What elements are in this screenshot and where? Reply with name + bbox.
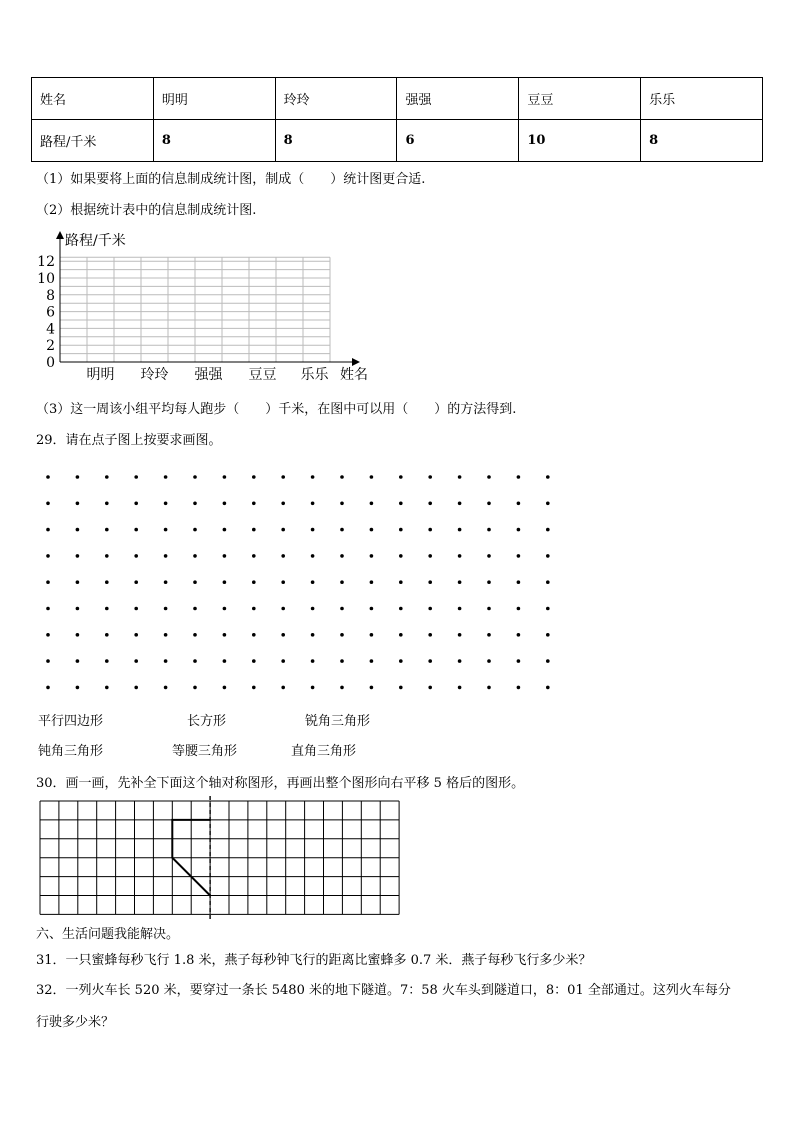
table-cell: 8 — [641, 120, 763, 162]
grid-dot — [76, 554, 80, 558]
grid-dot — [546, 554, 550, 558]
grid-dot — [164, 580, 168, 584]
shape-label: 等腰三角形 — [172, 744, 238, 759]
grid-dot — [487, 686, 491, 690]
grid-dot — [281, 528, 285, 532]
grid-dot — [281, 659, 285, 663]
grid-dot — [105, 686, 109, 690]
grid-dot — [458, 554, 462, 558]
table-cell: 路程/千米 — [32, 120, 154, 162]
grid-dot — [546, 502, 550, 506]
grid-dot — [487, 659, 491, 663]
grid-dot — [281, 502, 285, 506]
grid-dot — [223, 528, 227, 532]
grid-dot — [164, 502, 168, 506]
grid-dot — [105, 580, 109, 584]
grid-dot — [193, 528, 197, 532]
grid-dot — [76, 659, 80, 663]
question-28-2: （2）根据统计表中的信息制成统计图. — [36, 203, 257, 218]
y-tick-label: 8 — [46, 287, 55, 304]
x-tick-label: 玲玲 — [140, 367, 169, 383]
y-tick-label: 4 — [46, 321, 55, 338]
question-29: 29．请在点子图上按要求画图。 — [36, 433, 222, 448]
grid-dot — [340, 554, 344, 558]
grid-dot — [46, 686, 50, 690]
grid-dot — [252, 686, 256, 690]
y-tick-label: 10 — [37, 271, 55, 287]
y-axis-label: 路程/千米 — [65, 233, 126, 249]
grid-dot — [370, 659, 374, 663]
grid-dot — [281, 686, 285, 690]
grid-dot — [399, 659, 403, 663]
grid-dot — [252, 580, 256, 584]
grid-dot — [105, 659, 109, 663]
grid-dot — [223, 686, 227, 690]
grid-dot — [311, 554, 315, 558]
grid-dot — [46, 580, 50, 584]
question-28-1: （1）如果要将上面的信息制成统计图，制成（ ）统计图更合适. — [36, 172, 426, 187]
grid-dot — [517, 607, 521, 611]
question-30: 30．画一画，先补全下面这个轴对称图形，再画出整个图形向右平移 5 格后的图形。 — [36, 776, 525, 791]
grid-dot — [76, 633, 80, 637]
grid-dot — [164, 659, 168, 663]
shape-label: 锐角三角形 — [305, 714, 371, 729]
table-cell: 明明 — [153, 78, 275, 120]
grid-dot — [546, 633, 550, 637]
grid-dot — [164, 607, 168, 611]
grid-dot — [428, 633, 432, 637]
y-axis-arrow — [56, 231, 64, 239]
grid-dot — [399, 502, 403, 506]
grid-dot — [340, 580, 344, 584]
grid-dot — [164, 633, 168, 637]
y-tick-label: 6 — [46, 304, 55, 321]
grid-dot — [546, 528, 550, 532]
grid-dot — [487, 502, 491, 506]
grid-dot — [458, 633, 462, 637]
grid-dot — [428, 528, 432, 532]
grid-dot — [223, 580, 227, 584]
grid-dot — [311, 475, 315, 479]
grid-dot — [46, 607, 50, 611]
grid-dot — [311, 580, 315, 584]
grid-dot — [517, 554, 521, 558]
bar-chart-grid — [30, 225, 410, 385]
grid-dot — [134, 633, 138, 637]
grid-dot — [311, 502, 315, 506]
grid-dot — [428, 580, 432, 584]
grid-dot — [76, 475, 80, 479]
question-28-3: （3）这一周该小组平均每人跑步（ ）千米，在图中可以用（ ）的方法得到. — [36, 402, 517, 417]
grid-dot — [487, 580, 491, 584]
grid-dot — [546, 686, 550, 690]
grid-dot — [370, 607, 374, 611]
grid-dot — [76, 528, 80, 532]
shape-label: 钝角三角形 — [38, 744, 104, 759]
grid-dot — [487, 633, 491, 637]
grid-dot — [281, 554, 285, 558]
grid-dot — [487, 528, 491, 532]
grid-dot — [340, 633, 344, 637]
grid-dot — [134, 528, 138, 532]
grid-dot — [340, 607, 344, 611]
grid-dot — [46, 528, 50, 532]
grid-dot — [428, 659, 432, 663]
grid-dot — [193, 607, 197, 611]
x-tick-label: 乐乐 — [300, 367, 329, 383]
shape-label: 长方形 — [187, 714, 227, 729]
y-tick-label: 12 — [37, 254, 55, 271]
grid-dot — [428, 686, 432, 690]
grid-dot — [458, 686, 462, 690]
grid-dot — [223, 554, 227, 558]
grid-dot — [134, 554, 138, 558]
grid-dot — [517, 502, 521, 506]
grid-dot — [134, 607, 138, 611]
grid-dot — [517, 475, 521, 479]
x-axis-label: 姓名 — [340, 367, 368, 383]
x-tick-label: 豆豆 — [248, 367, 277, 383]
grid-dot — [223, 633, 227, 637]
grid-dot — [193, 580, 197, 584]
x-axis-arrow — [352, 358, 360, 366]
grid-dot — [134, 502, 138, 506]
grid-dot — [458, 659, 462, 663]
table-cell: 豆豆 — [519, 78, 641, 120]
grid-dot — [76, 502, 80, 506]
grid-dot — [76, 686, 80, 690]
grid-dot — [46, 659, 50, 663]
grid-dot — [399, 554, 403, 558]
grid-dot — [428, 475, 432, 479]
grid-dot — [399, 607, 403, 611]
grid-dot — [399, 633, 403, 637]
grid-dot — [458, 502, 462, 506]
grid-dot — [193, 475, 197, 479]
grid-dot — [223, 659, 227, 663]
dot-grid — [40, 470, 560, 700]
grid-dot — [340, 502, 344, 506]
grid-dot — [281, 607, 285, 611]
grid-dot — [517, 686, 521, 690]
grid-dot — [193, 554, 197, 558]
question-32-line-1: 32．一列火车长 520 米，要穿过一条长 5480 米的地下隧道。7：58 火车头到隧道口，8：01 全部通过。这列火车每分 — [36, 983, 731, 998]
grid-dot — [134, 580, 138, 584]
shape-label: 平行四边形 — [38, 714, 104, 729]
grid-dot — [370, 633, 374, 637]
shape-label: 直角三角形 — [291, 744, 357, 759]
x-tick-label: 强强 — [194, 367, 223, 383]
grid-dot — [487, 475, 491, 479]
grid-dot — [223, 607, 227, 611]
grid-dot — [370, 580, 374, 584]
grid-dot — [164, 528, 168, 532]
grid-dot — [370, 502, 374, 506]
grid-dot — [340, 686, 344, 690]
grid-dot — [311, 633, 315, 637]
section-title: 六、生活问题我能解决。 — [36, 927, 180, 942]
grid-dot — [458, 475, 462, 479]
grid-dot — [281, 633, 285, 637]
grid-dot — [281, 475, 285, 479]
grid-dot — [546, 475, 550, 479]
grid-dot — [193, 502, 197, 506]
grid-dot — [340, 659, 344, 663]
grid-dot — [252, 475, 256, 479]
grid-dot — [340, 475, 344, 479]
grid-dot — [281, 580, 285, 584]
grid-dot — [252, 554, 256, 558]
grid-dot — [458, 580, 462, 584]
grid-dot — [76, 580, 80, 584]
table-cell: 10 — [519, 120, 641, 162]
table-cell: 玲玲 — [275, 78, 397, 120]
grid-dot — [134, 659, 138, 663]
grid-dot — [517, 633, 521, 637]
grid-dot — [46, 475, 50, 479]
grid-dot — [252, 633, 256, 637]
grid-dot — [164, 686, 168, 690]
grid-dot — [193, 659, 197, 663]
grid-dot — [193, 633, 197, 637]
grid-dot — [46, 554, 50, 558]
grid-dot — [105, 554, 109, 558]
grid-dot — [223, 502, 227, 506]
x-tick-label: 明明 — [86, 367, 115, 383]
grid-dot — [546, 580, 550, 584]
grid-dot — [134, 475, 138, 479]
grid-dot — [517, 580, 521, 584]
grid-dot — [428, 502, 432, 506]
grid-dot — [517, 659, 521, 663]
grid-dot — [46, 633, 50, 637]
grid-dot — [370, 475, 374, 479]
grid-dot — [370, 528, 374, 532]
grid-dot — [428, 554, 432, 558]
grid-dot — [370, 554, 374, 558]
table-cell: 强强 — [397, 78, 519, 120]
distance-table — [31, 77, 763, 162]
grid-dot — [487, 554, 491, 558]
grid-dot — [399, 686, 403, 690]
grid-dot — [252, 659, 256, 663]
table-cell: 8 — [153, 120, 275, 162]
grid-dot — [370, 686, 374, 690]
grid-dot — [105, 528, 109, 532]
grid-dot — [487, 607, 491, 611]
grid-dot — [105, 502, 109, 506]
grid-dot — [252, 528, 256, 532]
table-cell: 6 — [397, 120, 519, 162]
grid-dot — [252, 607, 256, 611]
table-cell: 8 — [275, 120, 397, 162]
grid-dot — [399, 475, 403, 479]
grid-dot — [252, 502, 256, 506]
table-cell: 姓名 — [32, 78, 154, 120]
grid-dot — [223, 475, 227, 479]
grid-dot — [458, 607, 462, 611]
grid-dot — [311, 659, 315, 663]
table-row — [32, 120, 763, 162]
grid-dot — [134, 686, 138, 690]
grid-dot — [546, 607, 550, 611]
grid-dot — [76, 607, 80, 611]
grid-dot — [105, 475, 109, 479]
grid-dot — [164, 475, 168, 479]
grid-dot — [193, 686, 197, 690]
grid-dot — [340, 528, 344, 532]
grid-dot — [311, 686, 315, 690]
table-cell: 乐乐 — [641, 78, 763, 120]
question-32-line-2: 行驶多少米？ — [36, 1015, 115, 1030]
grid-dot — [105, 607, 109, 611]
grid-dot — [46, 502, 50, 506]
grid-dot — [399, 580, 403, 584]
grid-dot — [399, 528, 403, 532]
y-tick-label: 0 — [46, 355, 55, 371]
grid-dot — [164, 554, 168, 558]
grid-dot — [458, 528, 462, 532]
grid-dot — [517, 528, 521, 532]
grid-dot — [428, 607, 432, 611]
grid-dot — [105, 633, 109, 637]
y-tick-label: 2 — [46, 338, 55, 355]
grid-dot — [311, 528, 315, 532]
grid-dot — [546, 659, 550, 663]
grid-dot — [311, 607, 315, 611]
square-grid — [39, 800, 401, 916]
table-header-row — [32, 78, 763, 120]
question-31: 31．一只蜜蜂每秒飞行 1.8 米，燕子每秒钟飞行的距离比蜜蜂多 0.7 米．燕子每秒飞行多少米？ — [36, 953, 592, 968]
